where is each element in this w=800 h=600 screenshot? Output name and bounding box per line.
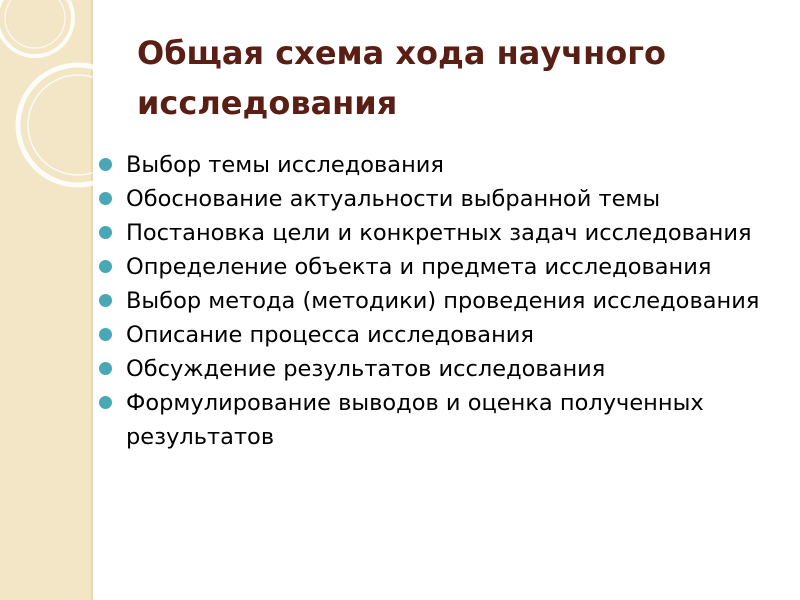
bullet-dot-icon <box>99 396 112 409</box>
bullet-dot-icon <box>99 226 112 239</box>
list-item-text: Обоснование актуальности выбранной темы <box>126 186 661 212</box>
bullet-dot-icon <box>99 260 112 273</box>
list-item-text: Выбор метода (методики) проведения исследования <box>126 288 760 314</box>
list-item <box>96 284 776 318</box>
list-item <box>96 182 776 216</box>
list-item-text: Формулирование выводов и оценка полученных результатов <box>126 390 704 450</box>
list-item-text: Определение объекта и предмета исследования <box>126 254 712 280</box>
bullet-dot-icon <box>99 362 112 375</box>
list-item <box>96 386 776 454</box>
list-item <box>96 148 776 182</box>
list-item-text: Описание процесса исследования <box>126 322 534 348</box>
bullet-dot-icon <box>99 328 112 341</box>
list-item-text: Выбор темы исследования <box>126 152 444 178</box>
list-item-text: Постановка цели и конкретных задач исследования <box>126 220 752 246</box>
small-ring-inner <box>5 0 65 48</box>
list-item <box>96 318 776 352</box>
list-item <box>96 216 776 250</box>
list-item <box>96 352 776 386</box>
list-item-text: Обсуждение результатов исследования <box>126 356 606 382</box>
slide-title: Общая схема хода научного исследования <box>137 34 666 122</box>
bullet-dot-icon <box>99 158 112 171</box>
bullet-dot-icon <box>99 192 112 205</box>
list-item <box>96 250 776 284</box>
bullet-list <box>96 148 776 454</box>
bullet-dot-icon <box>99 294 112 307</box>
